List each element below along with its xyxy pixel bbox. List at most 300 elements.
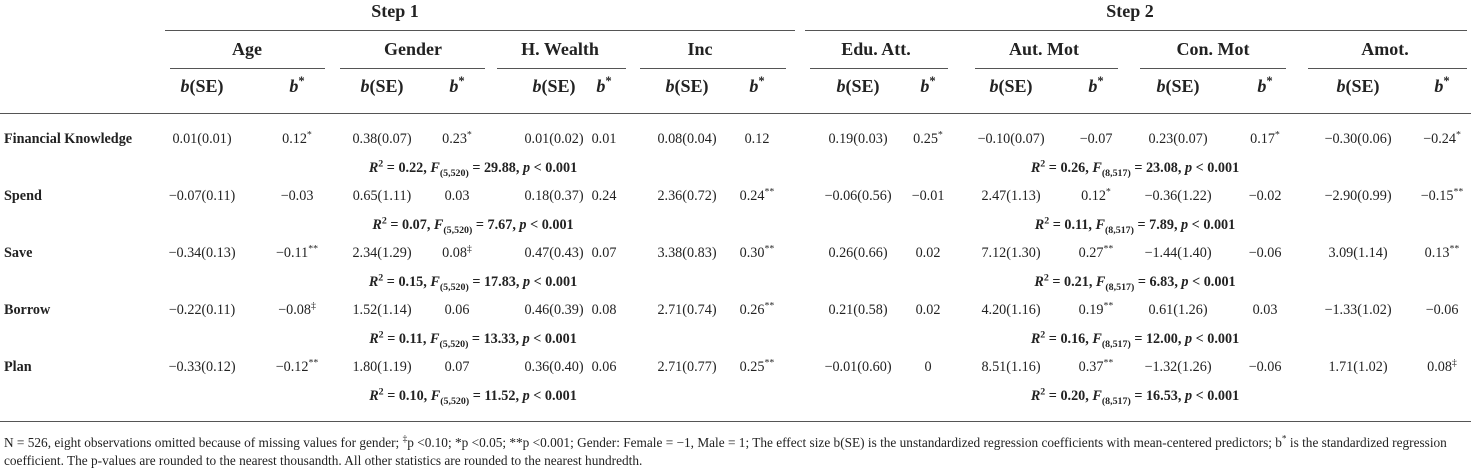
cell-value: 2.71(0.77) — [657, 359, 717, 375]
table-cell — [352, 359, 411, 376]
cell-value: 0.38(0.07) — [352, 131, 412, 147]
lt: < — [1192, 160, 1208, 176]
table-cell — [916, 302, 941, 319]
step2-stat-line — [1031, 388, 1239, 405]
cell-value: 0.25 — [739, 359, 765, 375]
significance-mark: ** — [1103, 243, 1114, 255]
cell-value: 0.46(0.39) — [524, 302, 584, 318]
eq: = — [1048, 274, 1064, 290]
b-se-header — [532, 76, 575, 97]
group-header: Inc — [687, 39, 713, 59]
significance-mark: ‡ — [1451, 357, 1457, 369]
step1-stat-line — [369, 274, 577, 291]
row-label: Plan — [4, 359, 32, 375]
cell-value: 0.08 — [591, 302, 617, 318]
row-label: Financial Knowledge — [4, 131, 133, 147]
b-star-header — [749, 76, 764, 97]
table-cell — [524, 302, 583, 319]
eq: = — [383, 274, 399, 290]
table-cell — [282, 131, 312, 148]
r2-value: 0.21 — [1063, 274, 1089, 290]
group-rule — [810, 68, 948, 69]
cell-value: 0.12 — [744, 131, 770, 147]
f-value: 17.83 — [483, 274, 516, 290]
star-sup: * — [758, 74, 765, 88]
table-cell — [824, 359, 891, 376]
p-value: 0.001 — [544, 388, 577, 404]
f-df: (5,520) — [439, 167, 469, 179]
table-cell — [168, 245, 235, 262]
table-cell — [169, 302, 236, 319]
table-cell — [1324, 188, 1391, 205]
table-cell — [1144, 188, 1211, 205]
comma: , — [515, 331, 523, 347]
b-letter: b — [596, 76, 606, 96]
r2-value: 0.26 — [1060, 160, 1086, 176]
cell-value: −0.24 — [1423, 131, 1456, 147]
cell-value: −0.11 — [275, 245, 309, 261]
group-rule — [640, 68, 786, 69]
table-bottom-rule — [0, 421, 1471, 422]
cell-value: 0.26(0.66) — [828, 245, 888, 261]
table-cell — [1253, 302, 1278, 319]
significance-mark: ** — [308, 243, 319, 255]
table-cell — [824, 188, 891, 205]
cell-value: −0.22(0.11) — [168, 302, 236, 318]
group-rule — [975, 68, 1118, 69]
table-cell — [981, 188, 1040, 205]
b-star-header — [1434, 76, 1449, 97]
b-letter: b — [360, 76, 370, 96]
table-cell — [740, 302, 775, 319]
cell-value: −0.30(0.06) — [1324, 131, 1392, 147]
p-letter: p — [1184, 160, 1193, 176]
cell-value: 0.24 — [739, 188, 765, 204]
table-cell — [740, 188, 775, 205]
cell-value: 0.08 — [442, 245, 467, 261]
comma: , — [423, 388, 431, 404]
cell-value: 0.01(0.01) — [172, 131, 232, 147]
r2-letter: R — [1030, 160, 1041, 176]
comma: , — [1088, 217, 1096, 233]
cell-value: 0.07 — [444, 359, 470, 375]
cell-value: 2.34(1.29) — [352, 245, 412, 261]
p-value: 0.001 — [545, 274, 578, 290]
eq: = — [1134, 274, 1150, 290]
table-cell — [981, 302, 1040, 319]
lt: < — [1192, 331, 1208, 347]
table-cell — [828, 131, 887, 148]
comma: , — [1173, 217, 1182, 233]
comma: , — [426, 217, 434, 233]
table-cell — [1423, 131, 1461, 148]
r2-value: 0.11 — [1064, 217, 1089, 233]
cell-value: −0.06 — [1248, 245, 1282, 261]
f-df: (5,520) — [443, 224, 473, 236]
comma: , — [1085, 160, 1093, 176]
p-value: 0.001 — [1203, 217, 1236, 233]
cell-value: 4.20(1.16) — [981, 302, 1041, 318]
table-cell — [445, 302, 470, 319]
table-cell — [353, 188, 412, 205]
b-star-header — [1257, 76, 1272, 97]
eq: = — [1133, 217, 1150, 233]
table-cell — [1144, 245, 1211, 262]
r2-exp: 2 — [378, 272, 384, 284]
f-df: (5,520) — [440, 395, 470, 407]
b-star-header — [1088, 76, 1103, 97]
table-cell — [445, 359, 470, 376]
r2-letter: R — [369, 388, 379, 404]
cell-value: 0.06 — [591, 359, 617, 375]
note-part1: N = 526, eight observations omitted because of missing values for gender; — [4, 435, 403, 450]
header-bottom-rule — [0, 113, 1471, 114]
b-se-header — [665, 76, 708, 97]
table-footnote — [4, 434, 1466, 470]
f-letter: F — [433, 217, 444, 233]
table-cell — [1079, 302, 1114, 319]
cell-value: 0 — [924, 359, 932, 375]
p-value: 0.001 — [544, 331, 577, 347]
step2-header: Step 2 — [1106, 1, 1154, 21]
table-cell — [524, 188, 583, 205]
lt: < — [1188, 217, 1204, 233]
b-se-header — [180, 76, 223, 97]
cell-value: 1.71(1.02) — [1328, 359, 1388, 375]
significance-mark: ** — [1103, 300, 1114, 312]
star-sup: * — [1097, 74, 1104, 88]
p-value: 0.001 — [1207, 160, 1240, 176]
b-letter: b — [180, 76, 190, 96]
f-df: (8,517) — [1101, 395, 1131, 407]
r2-value: 0.10 — [398, 388, 424, 404]
b-letter: b — [665, 76, 675, 96]
cell-value: 0.18(0.37) — [524, 188, 584, 204]
cell-value: 0.36(0.40) — [524, 359, 584, 375]
cell-value: 0.65(1.11) — [352, 188, 412, 204]
f-letter: F — [1092, 160, 1102, 176]
table-cell — [1328, 245, 1387, 262]
step2-stat-line — [1031, 160, 1239, 177]
lt: < — [530, 274, 546, 290]
cell-value: 0.26 — [739, 302, 765, 318]
f-df: (8,517) — [1101, 338, 1131, 350]
eq: = — [468, 160, 484, 176]
table-cell — [1148, 131, 1207, 148]
p-value: 0.001 — [541, 217, 574, 233]
p-letter: p — [1181, 274, 1189, 290]
r2-letter: R — [1030, 331, 1041, 347]
f-value: 6.83 — [1149, 274, 1175, 290]
cell-value: 0.12 — [1081, 188, 1106, 204]
lt: < — [529, 388, 545, 404]
b-letter: b — [989, 76, 999, 96]
r2-exp: 2 — [1040, 386, 1046, 398]
table-cell — [1148, 302, 1207, 319]
cell-value: 3.09(1.14) — [1328, 245, 1388, 261]
table-cell — [657, 131, 716, 148]
table-cell — [1080, 131, 1113, 148]
star-sup: * — [1266, 74, 1273, 88]
cell-value: −1.32(1.26) — [1144, 359, 1212, 375]
f-df: (5,520) — [439, 281, 469, 293]
b-letter: b — [1257, 76, 1267, 96]
table-cell — [169, 188, 236, 205]
f-letter: F — [1092, 331, 1102, 347]
table-cell — [740, 359, 775, 376]
eq: = — [1130, 331, 1146, 347]
table-cell — [1249, 188, 1282, 205]
cell-value: 2.71(0.74) — [657, 302, 717, 318]
cell-value: 0.19 — [1078, 302, 1104, 318]
se-label: (SE) — [189, 76, 224, 96]
cell-value: 0.02 — [915, 302, 941, 318]
f-value: 12.00 — [1145, 331, 1178, 347]
lt: < — [526, 217, 542, 233]
row-label: Save — [4, 245, 33, 261]
comma: , — [1177, 388, 1185, 404]
table-cell — [745, 131, 770, 148]
significance-mark: * — [937, 129, 943, 141]
comma: , — [515, 388, 523, 404]
cell-value: −0.03 — [280, 188, 314, 204]
b-star-header — [596, 76, 611, 97]
table-cell — [828, 302, 887, 319]
cell-value: −0.06 — [1248, 359, 1282, 375]
eq: = — [383, 331, 399, 347]
group-header: Edu. Att. — [841, 39, 911, 59]
cell-value: 0.47(0.43) — [524, 245, 584, 261]
b-letter: b — [532, 76, 542, 96]
eq: = — [1130, 388, 1146, 404]
eq: = — [1045, 160, 1061, 176]
cell-value: 0.30 — [739, 245, 765, 261]
r2-exp: 2 — [1040, 158, 1046, 170]
row-label: Spend — [4, 188, 42, 204]
cell-value: −0.34(0.13) — [168, 245, 236, 261]
table-cell — [977, 131, 1044, 148]
star-sup: * — [458, 74, 465, 88]
cell-value: 0.61(1.26) — [1148, 302, 1208, 318]
f-df: (8,517) — [1104, 224, 1134, 236]
r2-exp: 2 — [1043, 272, 1049, 284]
f-letter: F — [430, 388, 441, 404]
cell-value: 0.07 — [591, 245, 617, 261]
table-cell — [524, 245, 583, 262]
table-cell — [1324, 302, 1391, 319]
p-letter: p — [519, 217, 527, 233]
table-cell — [924, 359, 931, 376]
table-cell — [657, 359, 716, 376]
f-value: 29.88 — [483, 160, 516, 176]
table-cell — [172, 131, 231, 148]
group-rule — [340, 68, 485, 69]
b-letter: b — [449, 76, 459, 96]
cell-value: 0.17 — [1250, 131, 1275, 147]
table-cell — [592, 245, 617, 262]
table-cell — [276, 245, 318, 262]
b-star-header — [289, 76, 304, 97]
step1-stat-line — [369, 331, 577, 348]
comma: , — [1177, 160, 1185, 176]
cell-value: −2.90(0.99) — [1324, 188, 1392, 204]
table-cell — [442, 131, 472, 148]
cell-value: −0.01 — [911, 188, 945, 204]
r2-exp: 2 — [381, 215, 387, 227]
table-cell — [657, 188, 716, 205]
b-letter: b — [1088, 76, 1098, 96]
table-cell — [916, 245, 941, 262]
cell-value: 2.36(0.72) — [657, 188, 717, 204]
p-letter: p — [1184, 388, 1193, 404]
significance-mark: * — [1455, 129, 1461, 141]
cell-value: −0.01(0.60) — [824, 359, 892, 375]
cell-value: 0.06 — [444, 302, 470, 318]
f-value: 11.52 — [484, 388, 516, 404]
step1-stat-line — [369, 160, 577, 177]
cell-value: 0.25 — [913, 131, 938, 147]
r2-exp: 2 — [1044, 215, 1050, 227]
cell-value: 1.80(1.19) — [352, 359, 412, 375]
significance-mark: ** — [1449, 243, 1460, 255]
cell-value: 0.27 — [1078, 245, 1104, 261]
table-cell — [1079, 359, 1114, 376]
table-cell — [1426, 302, 1459, 319]
f-df: (8,517) — [1101, 167, 1131, 179]
table-cell — [981, 245, 1040, 262]
step1-header: Step 1 — [371, 1, 419, 21]
table-cell — [592, 188, 617, 205]
table-cell — [592, 359, 617, 376]
eq: = — [1045, 388, 1061, 404]
eq: = — [383, 388, 399, 404]
comma: , — [1174, 274, 1182, 290]
significance-mark: ** — [764, 300, 775, 312]
step1-stat-line — [372, 217, 573, 234]
cell-value: −1.44(1.40) — [1144, 245, 1212, 261]
f-letter: F — [430, 160, 440, 176]
r2-letter: R — [368, 160, 379, 176]
table-cell — [828, 245, 887, 262]
star-sup: * — [298, 74, 305, 88]
eq: = — [1130, 160, 1146, 176]
eq: = — [386, 217, 402, 233]
lt: < — [1192, 388, 1208, 404]
table-cell — [981, 359, 1040, 376]
table-cell — [657, 245, 716, 262]
significance-mark: ** — [764, 186, 775, 198]
star-sup: * — [605, 74, 612, 88]
cell-value: −0.08 — [278, 302, 311, 318]
f-letter: F — [1092, 388, 1102, 404]
comma: , — [512, 217, 520, 233]
table-cell — [592, 302, 617, 319]
cell-value: 0.23 — [442, 131, 467, 147]
b-letter: b — [749, 76, 759, 96]
table-cell — [442, 245, 472, 262]
eq: = — [383, 160, 399, 176]
note-star: * — [1281, 434, 1287, 445]
p-value: 0.001 — [1207, 388, 1240, 404]
lt: < — [529, 331, 545, 347]
se-label: (SE) — [369, 76, 404, 96]
table-cell — [592, 131, 617, 148]
cell-value: 0.13 — [1424, 245, 1450, 261]
comma: , — [1177, 331, 1185, 347]
table-cell — [1250, 131, 1280, 148]
comma: , — [1085, 388, 1093, 404]
p-letter: p — [522, 331, 530, 347]
table-cell — [657, 302, 716, 319]
table-cell — [740, 245, 775, 262]
r2-exp: 2 — [378, 158, 384, 170]
cell-value: 0.23(0.07) — [1148, 131, 1208, 147]
se-label: (SE) — [1165, 76, 1200, 96]
eq: = — [469, 388, 485, 404]
note-dagger: ‡ — [402, 434, 408, 445]
r2-letter: R — [1034, 274, 1044, 290]
r2-letter: R — [372, 217, 382, 233]
r2-value: 0.11 — [398, 331, 423, 347]
table-cell — [352, 131, 411, 148]
comma: , — [423, 160, 431, 176]
eq: = — [1045, 331, 1061, 347]
table-cell — [1425, 245, 1460, 262]
table-cell — [524, 131, 583, 148]
r2-letter: R — [368, 274, 379, 290]
table-cell — [1421, 188, 1464, 205]
r2-value: 0.20 — [1060, 388, 1086, 404]
group-rule — [1140, 68, 1286, 69]
lt: < — [1188, 274, 1204, 290]
b-letter: b — [920, 76, 930, 96]
cell-value: 0.02 — [915, 245, 941, 261]
table-cell — [524, 359, 583, 376]
step2-stat-line — [1035, 217, 1235, 234]
group-header: Amot. — [1361, 39, 1409, 59]
cell-value: −0.02 — [1248, 188, 1282, 204]
table-cell — [1081, 188, 1111, 205]
cell-value: 3.38(0.83) — [657, 245, 717, 261]
cell-value: 8.51(1.16) — [981, 359, 1041, 375]
cell-value: 0.01 — [591, 131, 617, 147]
step1-stat-line — [369, 388, 577, 405]
table-cell — [276, 359, 319, 376]
significance-mark: * — [1105, 186, 1111, 198]
cell-value: 0.12 — [282, 131, 307, 147]
p-letter: p — [522, 388, 530, 404]
cell-value: −0.36(1.22) — [1144, 188, 1212, 204]
table-cell — [278, 302, 316, 319]
table-cell — [912, 188, 945, 205]
eq: = — [472, 217, 488, 233]
r2-value: 0.15 — [398, 274, 424, 290]
b-star-header — [449, 76, 464, 97]
cell-value: 7.12(1.30) — [981, 245, 1041, 261]
b-se-header — [989, 76, 1032, 97]
table-cell — [168, 359, 235, 376]
p-letter: p — [1184, 331, 1193, 347]
cell-value: −0.06(0.56) — [824, 188, 892, 204]
b-se-header — [1156, 76, 1199, 97]
comma: , — [1088, 274, 1096, 290]
cell-value: 0.03 — [444, 188, 470, 204]
eq: = — [468, 274, 484, 290]
r2-value: 0.07 — [401, 217, 427, 233]
f-letter: F — [430, 274, 440, 290]
comma: , — [515, 274, 523, 290]
lt: < — [530, 160, 546, 176]
